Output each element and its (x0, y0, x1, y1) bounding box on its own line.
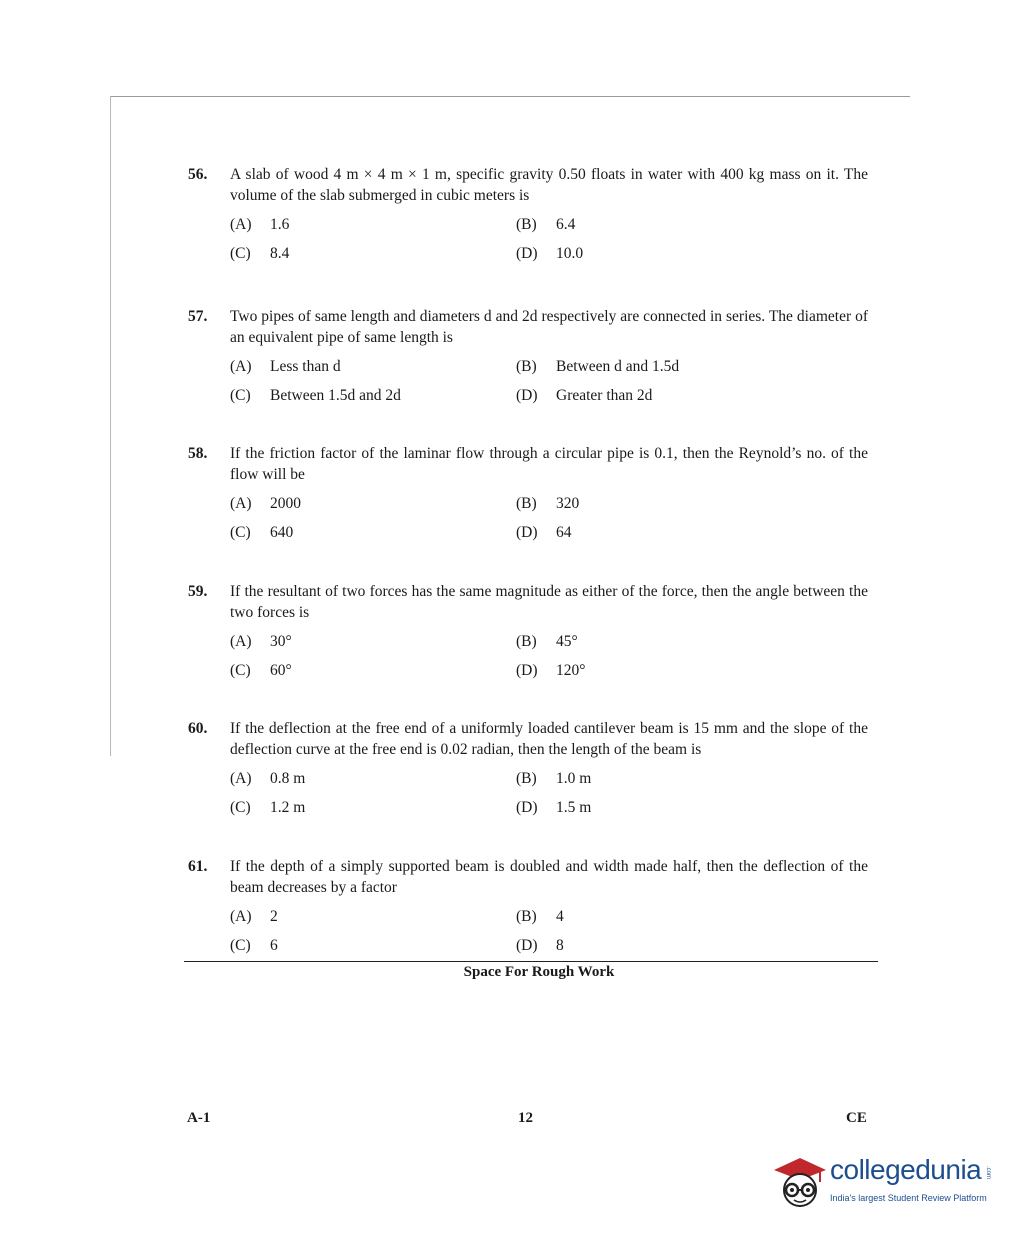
rough-work-divider (184, 961, 878, 962)
graduate-mascot-icon (770, 1152, 828, 1210)
options (230, 356, 868, 416)
options (230, 214, 868, 274)
option-d: (D) 10.0 (516, 245, 584, 262)
option-a: (A) 0.8 m (230, 770, 306, 787)
option-a: (A) 30° (230, 633, 292, 650)
question-56 (188, 164, 868, 274)
option-b: (B) 4 (516, 908, 564, 925)
footer-subject-code: CE (846, 1110, 867, 1126)
question-57 (188, 306, 868, 416)
question-58 (188, 443, 868, 553)
option-b: (B) Between d and 1.5d (516, 358, 680, 375)
option-b: (B) 6.4 (516, 216, 576, 233)
option-a: (A) 1.6 (230, 216, 290, 233)
question-number: 60. (188, 720, 208, 737)
rough-work-heading: Space For Rough Work (463, 964, 615, 980)
option-a: (A) 2 (230, 908, 278, 925)
option-c: (C) 640 (230, 524, 294, 541)
footer-page-number: 12 (518, 1110, 533, 1126)
option-b: (B) 1.0 m (516, 770, 592, 787)
option-a: (A) 2000 (230, 495, 301, 512)
question-text: If the resultant of two forces has the same magnitude as either of the force, then the angle between the two forces is (230, 583, 868, 621)
logo-domain-suffix: .com (985, 1166, 991, 1180)
question-number: 61. (188, 858, 208, 875)
logo-wordmark: collegedunia (830, 1154, 982, 1185)
question-number: 59. (188, 583, 208, 600)
option-c: (C) 6 (230, 937, 278, 954)
option-a: (A) Less than d (230, 358, 341, 375)
options (230, 631, 868, 691)
options (230, 768, 868, 828)
option-d: (D) 8 (516, 937, 564, 954)
option-c: (C) 1.2 m (230, 799, 306, 816)
option-d: (D) 1.5 m (516, 799, 592, 816)
option-b: (B) 320 (516, 495, 580, 512)
option-b: (B) 45° (516, 633, 578, 650)
question-61 (188, 856, 868, 966)
option-d: (D) 120° (516, 662, 586, 679)
options (230, 493, 868, 553)
option-c: (C) Between 1.5d and 2d (230, 387, 401, 404)
question-59 (188, 581, 868, 691)
question-number: 57. (188, 308, 208, 325)
footer-booklet-code: A-1 (187, 1110, 211, 1126)
left-border-line (110, 96, 111, 756)
collegedunia-logo (770, 1152, 1000, 1212)
question-number: 56. (188, 166, 208, 183)
logo-tagline: India's largest Student Review Platform (830, 1193, 987, 1203)
option-c: (C) 60° (230, 662, 292, 679)
question-text: A slab of wood 4 m × 4 m × 1 m, specific gravity 0.50 floats in water with 400 kg mass on it. The volume of the slab submerged in cubic meters is (230, 166, 868, 204)
question-60 (188, 718, 868, 828)
question-text: If the friction factor of the laminar flow through a circular pipe is 0.1, then the Reynold’s no. of the flow will be (230, 445, 868, 483)
question-text: If the depth of a simply supported beam is doubled and width made half, then the deflection of the beam decreases by a factor (230, 858, 868, 896)
question-number: 58. (188, 445, 208, 462)
option-c: (C) 8.4 (230, 245, 290, 262)
question-text: If the deflection at the free end of a uniformly loaded cantilever beam is 15 mm and the slope of the deflection curve at the free end is 0.02 radian, then the length of the beam is (230, 720, 868, 758)
question-text: Two pipes of same length and diameters d and 2d respectively are connected in series. The diameter of an equivalent pipe of same length is (230, 308, 868, 346)
option-d: (D) 64 (516, 524, 572, 541)
top-border-line (110, 96, 910, 97)
option-d: (D) Greater than 2d (516, 387, 653, 404)
options (230, 906, 868, 966)
